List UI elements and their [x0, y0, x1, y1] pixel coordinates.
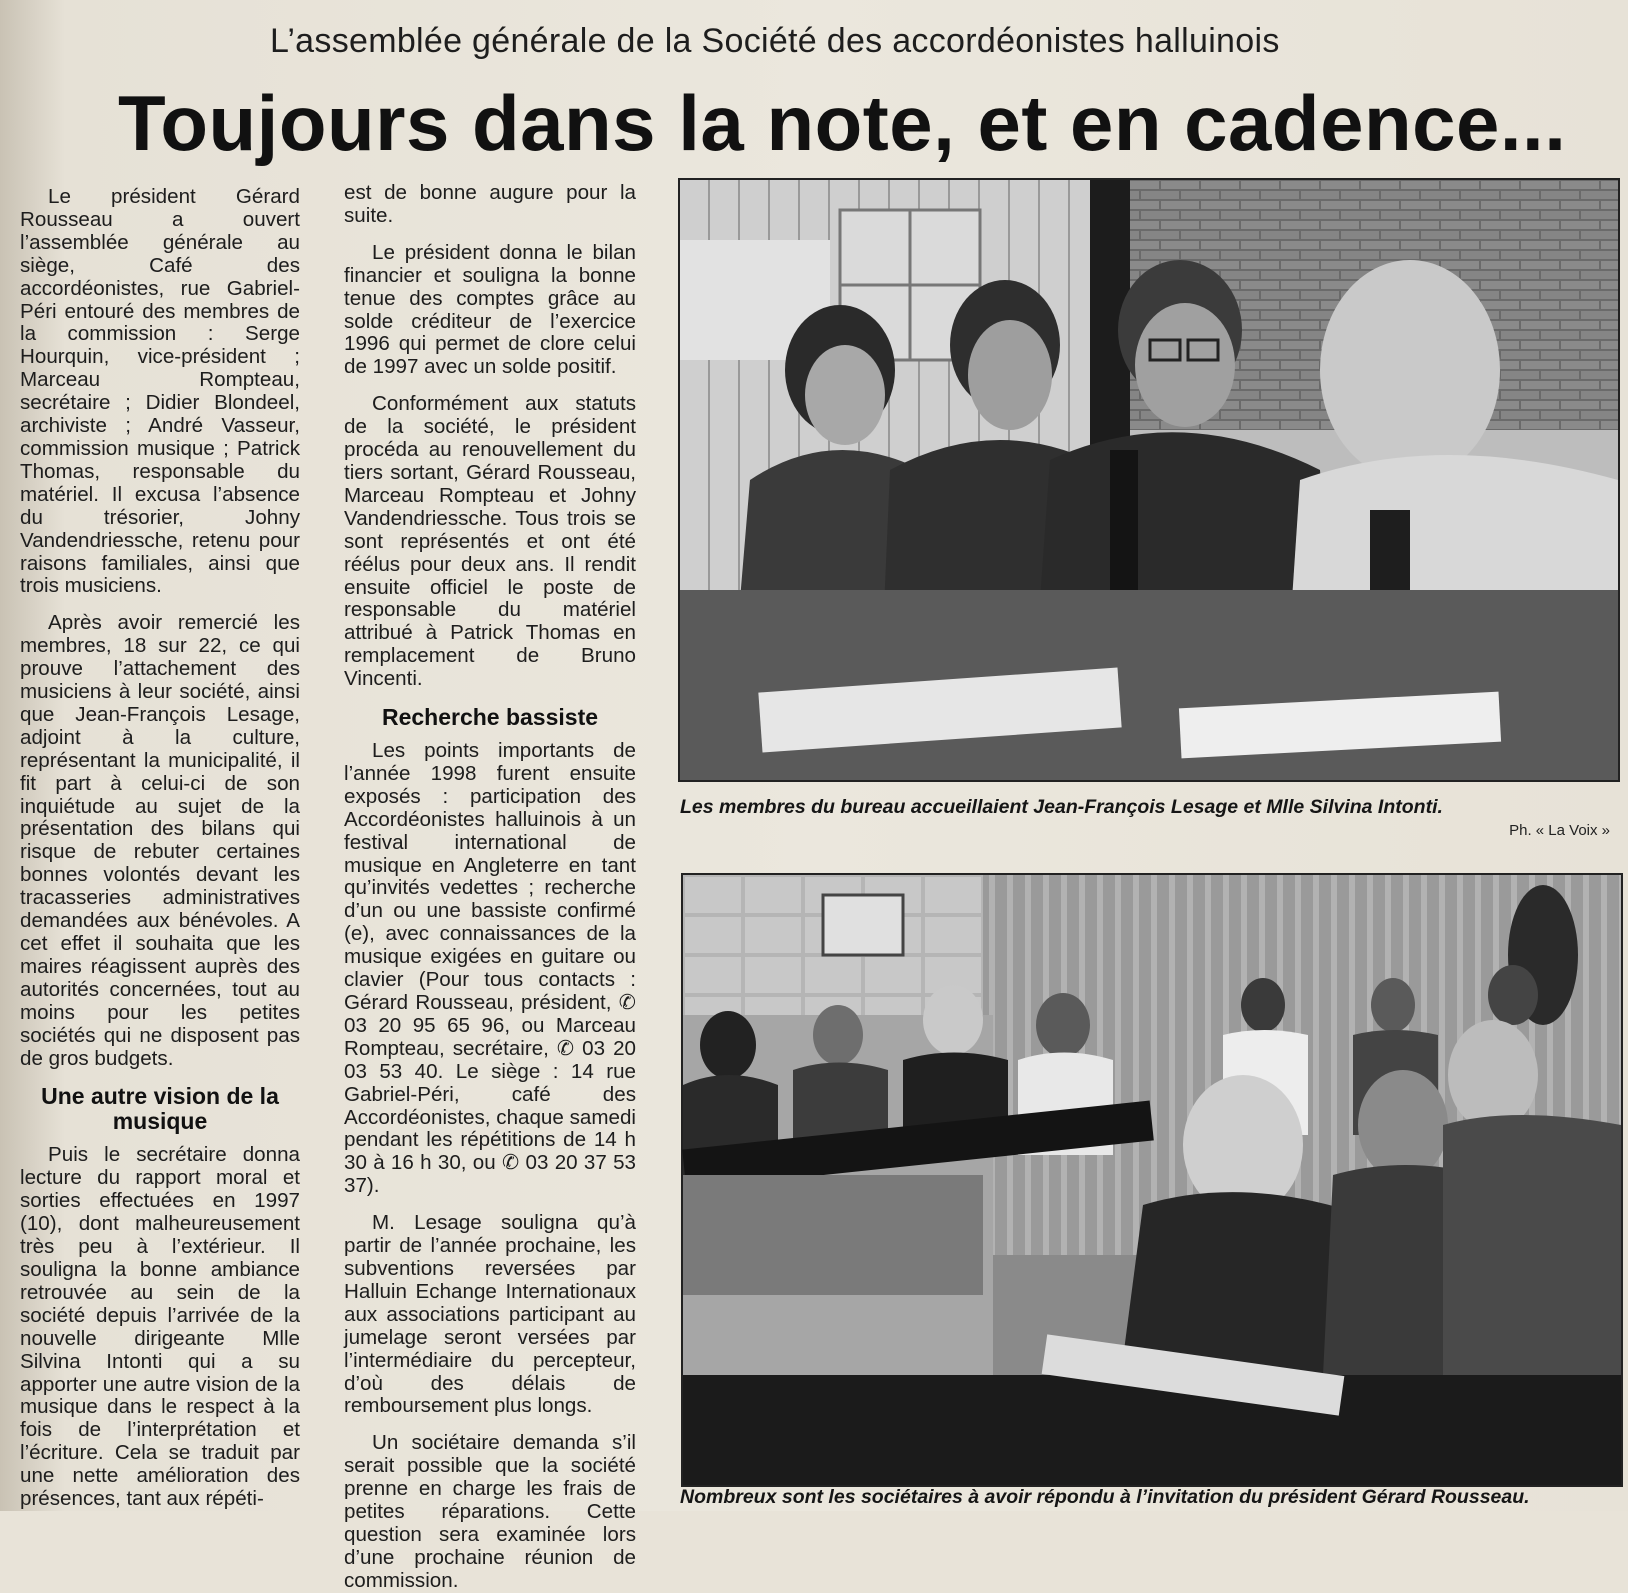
section-subhead: Recherche bassiste	[381, 704, 599, 731]
photo-caption-1: Les membres du bureau accueillaient Jean-François Lesage et Mlle Silvina Intonti.	[680, 796, 1443, 818]
paragraph: Après avoir remercié les membres, 18 sur 22, ce qui prouve l’attachement des musiciens à leur société, ainsi que Jean-François Lesage, adjoint à la culture, représentant la municipalité, il fit part à celui-ci de son inquiétude au sujet de la présentation des bilans qui risque de rebuter certaines bonnes volontés devant les tracasseries administratives demandées aux bénévoles. A cet effet il souhaita que les maires réagissent auprès des autorités concernées, tout au moins pour les petites sociétés qui ne disposent pas de gros budgets.	[20, 611, 300, 1070]
paragraph: Les points importants de l’année 1998 furent ensuite exposés : participation des Accordéonistes halluinois à un festival international de musique en Angleterre en tant qu’invités vedettes ; recherche d’un ou une bassiste confirmé (e), avec connaissances de la musique exigées en guitare ou clavier (Pour tous contacts : Gérard Rousseau, président, ✆ 03 20 95 65 96, ou Marceau Rompteau, secrétaire, ✆ 03 20 03 53 40. Le siège : 14 rue Gabriel-Péri, café des Accordéonistes, chaque samedi pendant les répétitions de 14 h 30 à 16 h 30, ou ✆ 03 20 37 53 37).	[344, 739, 636, 1198]
paragraph: Conformément aux statuts de la société, le président procéda au renouvellement du tiers sortant, Gérard Rousseau, Marceau Rompteau et Johny Vandendriessche. Tous trois se sont représentés et ont été réélus pour deux ans. Il rendit ensuite officiel le poste de responsable du matériel attribué à Patrick Thomas en remplacement de Bruno Vincenti.	[344, 392, 636, 691]
paragraph: M. Lesage souligna qu’à partir de l’année prochaine, les subventions reversées par Halluin Echange Internationaux aux associations participant au jumelage seront versées par l’intermédiaire du percepteur, d’où des délais de remboursement plus longs.	[344, 1211, 636, 1418]
paragraph: Un sociétaire demanda s’il serait possible que la société prenne en charge les frais de petites réparations. Cette question sera examinée lors d’une prochaine réunion de commission.	[344, 1431, 636, 1592]
section-subhead: Une autre vision de la musique	[41, 1083, 279, 1135]
paragraph: Le président donna le bilan financier et souligna la bonne tenue des comptes grâce au solde créditeur de l’exercice 1996 qui permet de clore celui de 1997 avec un solde positif.	[344, 240, 636, 379]
photo-members-assembly-image	[683, 875, 1621, 1485]
photo-caption-2: Nombreux sont les sociétaires à avoir répondu à l’invitation du président Gérard Rousseau.	[680, 1486, 1530, 1508]
text-column-1	[20, 185, 300, 1511]
paragraph: Le président Gérard Rousseau a ouvert l’assemblée générale au siège, Café des accordéonistes, rue Gabriel-Péri entouré des membres de la commission : Serge Hourquin, vice-président ; Marceau Rompteau, secrétaire ; Didier Blondeel, archiviste ; André Vasseur, commission musique ; Patrick Thomas, responsable du matériel. Il excusa l’absence du trésorier, Johny Vandendriessche, retenu pour raisons familiales, ainsi que trois musiciens.	[20, 185, 300, 598]
photo-members-assembly	[681, 873, 1623, 1487]
paragraph: est de bonne augure pour la suite.	[344, 181, 636, 227]
article-headline: Toujours dans la note, et en cadence...	[118, 79, 1567, 167]
text-column-2	[344, 181, 636, 1592]
paragraph: Puis le secrétaire donna lecture du rapport moral et sorties effectuées en 1997 (10), dont malheureusement très peu à l’extérieur. Il souligna la bonne ambiance retrouvée au sein de la société depuis l’arrivée de la nouvelle dirigeante Mlle Silvina Intonti qui a su apporter une autre vision de la musique dans le respect à la fois de l’interprétation et l’écriture. Cela se traduit par une nette amélioration des présences, tant aux répéti-	[20, 1143, 300, 1511]
article-kicker: L’assemblée générale de la Société des accordéonistes halluinois	[270, 22, 1280, 60]
photo-credit-1: Ph. « La Voix »	[1509, 822, 1610, 839]
photo-bureau-members	[678, 178, 1620, 782]
photo-bureau-members-image	[680, 180, 1618, 780]
